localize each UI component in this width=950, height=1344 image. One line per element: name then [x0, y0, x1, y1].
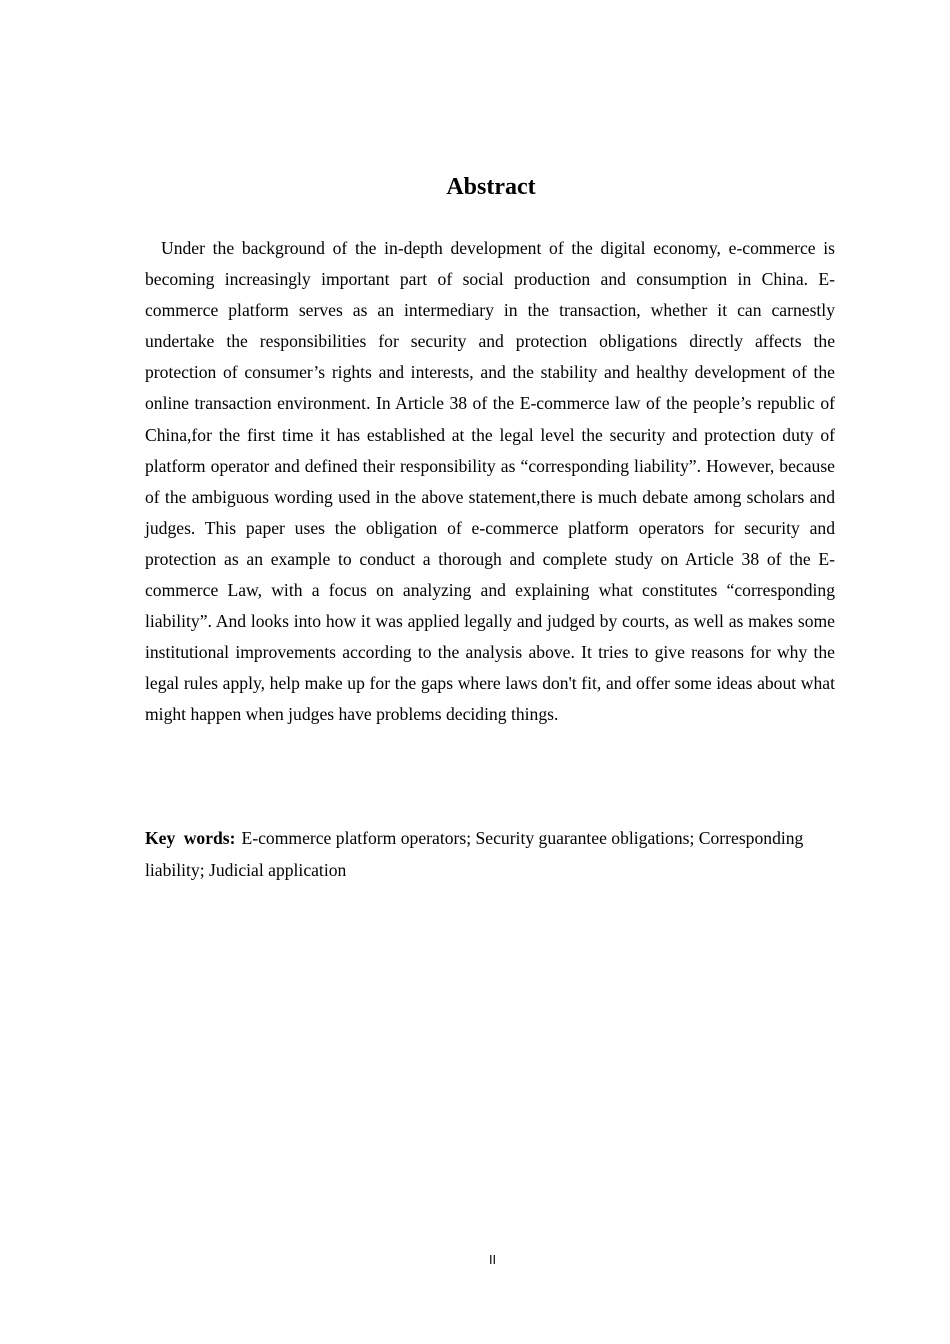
abstract-title: Abstract: [446, 174, 536, 200]
abstract-body: Under the background of the in-depth development of the digital economy, e-commerce is becoming increasingly important part of social production and consumption in China. E-commerce platform serves as an intermediary in the transaction, whether it can carnestly undertake the responsibilities for security and protection obligations directly affects the protection of consumer’s rights and interests, and the stability and healthy development of the online transaction environment. In Article 38 of the E-commerce law of the people’s republic of China,for the first time it has established at the legal level the security and protection duty of platform operator and defined their responsibility as “corresponding liability”. However, because of the ambiguous wording used in the above statement,there is much debate among scholars and judges. This paper uses the obligation of e-commerce platform operators for security and protection as an example to conduct a thorough and complete study on Article 38 of the E-commerce Law, with a focus on analyzing and explaining what constitutes “corresponding liability”. And looks into how it was applied legally and judged by courts, as well as makes some institutional improvements according to the analysis above. It tries to give reasons for why the legal rules apply, help make up for the gaps where laws don't fit, and offer some ideas about what might happen when judges have problems deciding things.: [145, 238, 835, 725]
keywords-label: Key words:: [145, 828, 236, 848]
page-number: II: [488, 1253, 497, 1267]
keywords-text: E-commerce platform operators; Security guarantee obligations; Corresponding liability; Judicial application: [145, 828, 804, 880]
keywords-paragraph: [145, 822, 835, 886]
